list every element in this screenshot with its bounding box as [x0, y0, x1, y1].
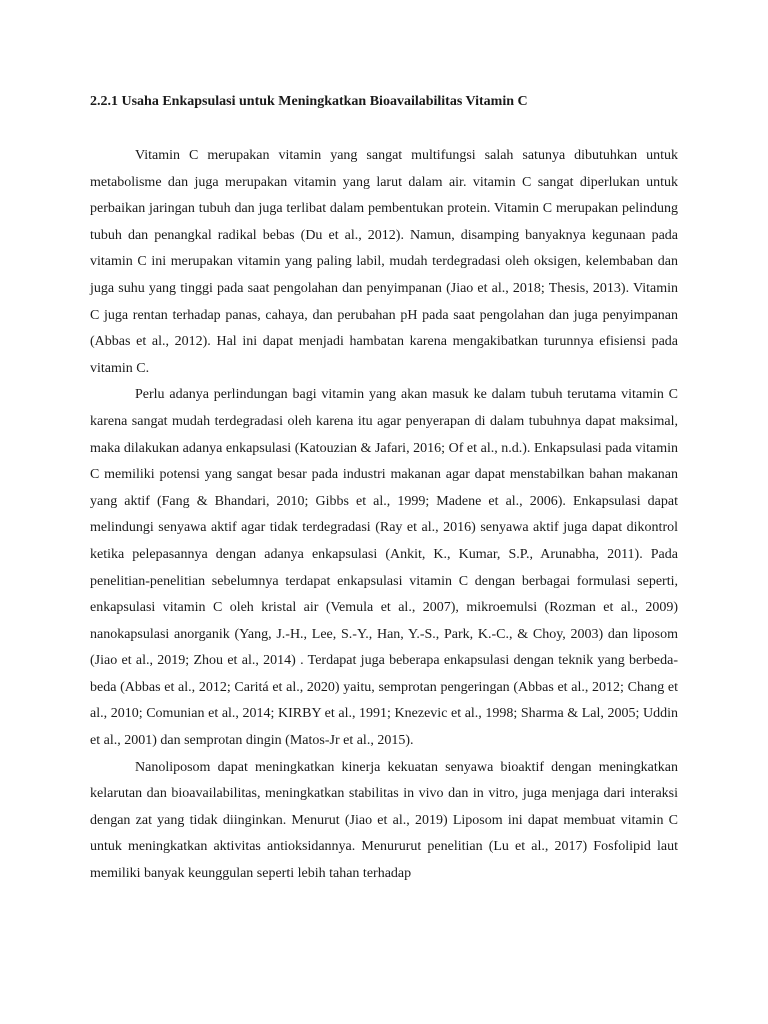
section-heading: 2.2.1 Usaha Enkapsulasi untuk Meningkatkan Bioavailabilitas Vitamin C: [90, 94, 528, 109]
paragraph-vitamin-c-intro: Vitamin C merupakan vitamin yang sangat multifungsi salah satunya dibutuhkan untuk metabolisme dan juga merupakan vitamin yang larut dalam air. vitamin C sangat diperlukan untuk perbaikan jaringan tubuh dan juga terlibat dalam pembentukan protein. Vitamin C merupakan pelindung tubuh dan penangkal radikal bebas (Du et al., 2012). Namun, disamping banyaknya kegunaan pada vitamin C ini merupakan vitamin yang paling labil, mudah terdegradasi oleh oksigen, kelembaban dan juga suhu yang tinggi pada saat pengolahan dan penyimpanan (Jiao et al., 2018; Thesis, 2013). Vitamin C juga rentan terhadap panas, cahaya, dan perubahan pH pada saat pengolahan dan juga penyimpanan (Abbas et al., 2012). Hal ini dapat menjadi hambatan karena mengakibatkan turunnya efisiensi pada vitamin C.: [90, 148, 678, 376]
body-text: [90, 143, 678, 888]
paragraph-nanoliposome: Nanoliposom dapat meningkatkan kinerja kekuatan senyawa bioaktif dengan meningkatkan kelarutan dan bioavailabilitas, meningkatkan stabilitas in vivo dan in vitro, juga menjaga dari interaksi dengan zat yang tidak diinginkan. Menurut (Jiao et al., 2019) Liposom ini dapat membuat vitamin C untuk meningkatkan aktivitas antioksidannya. Menururut penelitian (Lu et al., 2017) Fosfolipid laut memiliki banyak keunggulan seperti lebih tahan terhadap: [90, 759, 678, 882]
paragraph-encapsulation: Perlu adanya perlindungan bagi vitamin yang akan masuk ke dalam tubuh terutama vitamin C karena sangat mudah terdegradasi oleh karena itu agar penyerapan di dalam tubuhnya dapat maksimal, maka dilakukan adanya enkapsulasi (Katouzian & Jafari, 2016; Of et al., n.d.). Enkapsulasi pada vitamin C memiliki potensi yang sangat besar pada industri makanan agar dapat menstabilkan bahan makanan yang aktif (Fang & Bhandari, 2010; Gibbs et al., 1999; Madene et al., 2006). Enkapsulasi dapat melindungi senyawa aktif agar tidak terdegradasi (Ray et al., 2016) senyawa aktif juga dapat dikontrol ketika pelepasannya dengan adanya enkapsulasi (Ankit, K., Kumar, S.P., Arunabha, 2011). Pada penelitian-penelitian sebelumnya terdapat enkapsulasi vitamin C dengan berbagai formulasi seperti, enkapsulasi vitamin C oleh kristal air (Vemula et al., 2007), mikroemulsi (Rozman et al., 2009) nanokapsulasi anorganik (Yang, J.-H., Lee, S.-Y., Han, Y.-S., Park, K.-C., & Choy, 2003) dan liposom (Jiao et al., 2019; Zhou et al., 2014) . Terdapat juga beberapa enkapsulasi dengan teknik yang berbeda-beda (Abbas et al., 2012; Caritá et al., 2020) yaitu, semprotan pengeringan (Abbas et al., 2012; Chang et al., 2010; Comunian et al., 2014; KIRBY et al., 1991; Knezevic et al., 1998; Sharma & Lal, 2005; Uddin et al., 2001) dan semprotan dingin (Matos-Jr et al., 2015).: [90, 387, 678, 749]
